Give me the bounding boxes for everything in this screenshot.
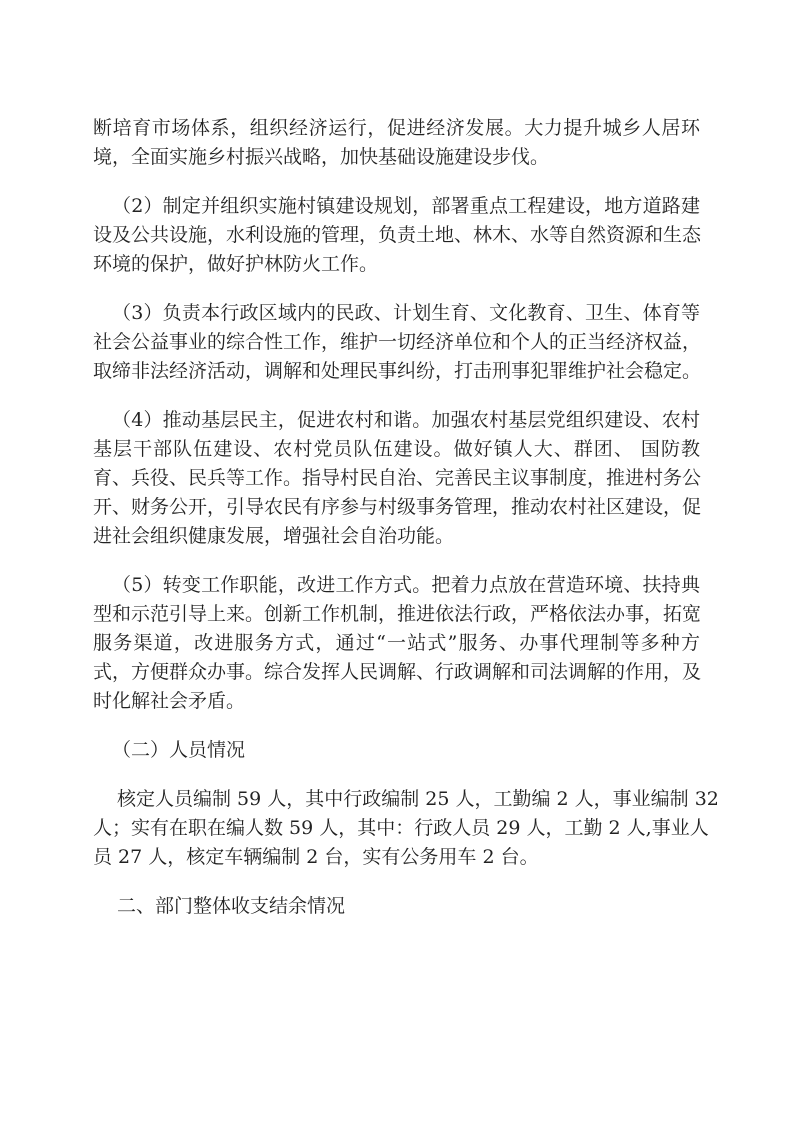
text-line: 进社会组织健康发展，增强社会自治功能。 — [93, 525, 455, 547]
text-line: 式，方便群众办事。综合发挥人民调解、行政调解和司法调解的作用，及 — [93, 661, 702, 683]
document-page — [93, 114, 719, 941]
text-line: （二）人员情况 — [112, 739, 246, 761]
text-line: 基层干部队伍建设、农村党员队伍建设。做好镇人大、群团、 国防教 — [93, 438, 700, 460]
text-line: （2）制定并组织实施村镇建设规划，部署重点工程建设，地方道路建 — [112, 195, 700, 217]
text-line: 员 27 人，核定车辆编制 2 台，实有公务用车 2 台。 — [93, 846, 539, 868]
text-line: 人；实有在职在编人数 59 人，其中：行政人员 29 人，工勤 2 人,事业人 — [93, 817, 709, 839]
text-line: 境，全面实施乡村振兴战略，加快基础设施建设步伐。 — [93, 146, 550, 168]
paragraph — [93, 736, 700, 765]
paragraph — [93, 299, 700, 386]
paragraph — [93, 571, 700, 716]
text-line: （5）转变工作职能，改进工作方式。把着力点放在营造环境、扶持典 — [112, 574, 700, 596]
paragraph — [93, 892, 700, 921]
text-line: 开、财务公开，引导农民有序参与村级事务管理，推动农村社区建设，促 — [93, 496, 702, 518]
text-line: 设及公共设施，水利设施的管理，负责土地、林木、水等自然资源和生态 — [93, 224, 702, 246]
text-line: 断培育市场体系，组织经济运行，促进经济发展。大力提升城乡人居环 — [93, 117, 700, 139]
text-line: 取缔非法经济活动，调解和处理民事纠纷，打击刑事犯罪维护社会稳定。 — [93, 360, 702, 382]
text-line: 社会公益事业的综合性工作，维护一切经济单位和个人的正当经济权益， — [93, 331, 702, 353]
paragraph — [93, 192, 700, 279]
paragraph — [93, 785, 719, 872]
text-line: （4）推动基层民主，促进农村和谐。加强农村基层党组织建设、农村 — [112, 409, 700, 431]
text-line: 二、部门整体收支结余情况 — [117, 895, 346, 917]
text-line: 服务渠道，改进服务方式，通过“一站式”服务、办事代理制等多种方 — [93, 632, 700, 654]
text-line: 型和示范引导上来。创新工作机制，推进依法行政，严格依法办事，拓宽 — [93, 603, 702, 625]
text-line: 核定人员编制 59 人，其中行政编制 25 人，工勤编 2 人，事业编制 32 — [117, 788, 719, 810]
text-line: 时化解社会矛盾。 — [93, 690, 246, 712]
paragraph — [93, 114, 700, 172]
paragraph — [93, 406, 700, 551]
text-line: 育、兵役、民兵等工作。指导村民自治、完善民主议事制度，推进村务公 — [93, 467, 702, 489]
text-line: 环境的保护，做好护林防火工作。 — [93, 253, 379, 275]
text-line: （3）负责本行政区域内的民政、计划生育、文化教育、卫生、体育等 — [112, 302, 700, 324]
